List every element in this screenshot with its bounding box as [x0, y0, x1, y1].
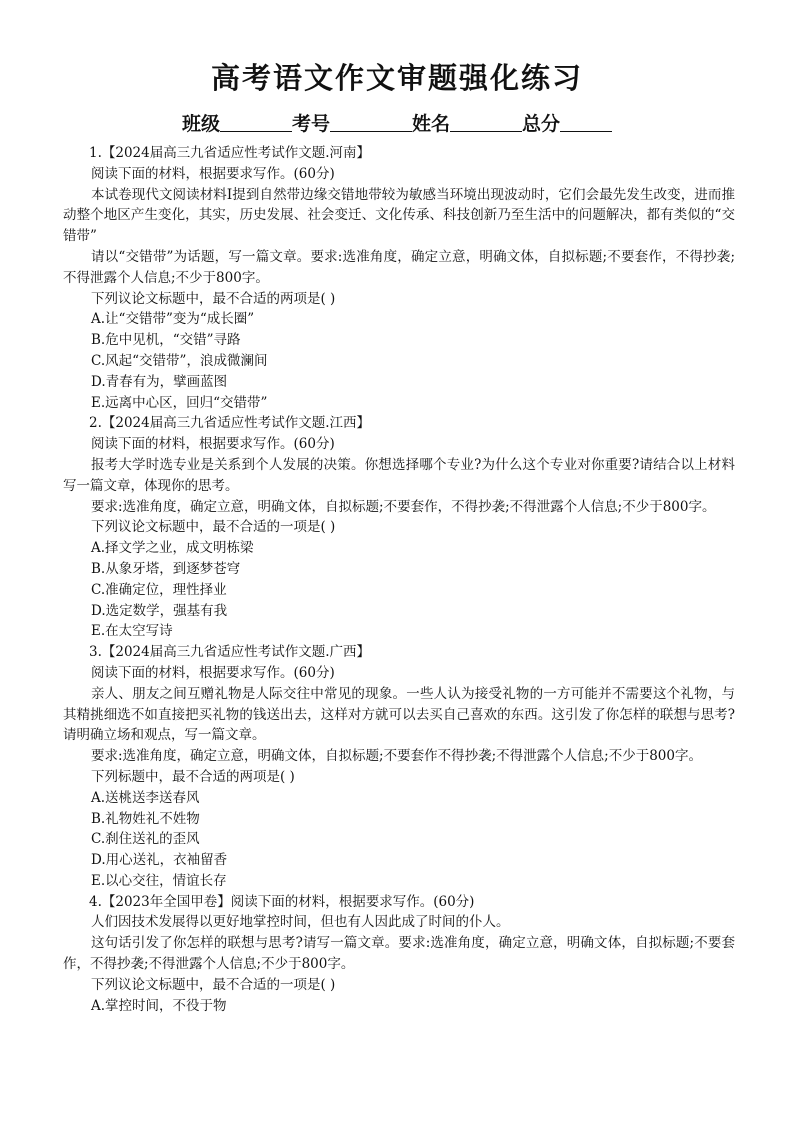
question-2: [63, 413, 735, 642]
question-prompt: 下列议论文标题中，最不合适的两项是( ): [91, 290, 336, 307]
option-d: D.选定数学，强基有我: [91, 602, 228, 619]
option-a: A.择文学之业，成文明栋梁: [91, 540, 254, 557]
option-e: E.在太空写诗: [91, 623, 173, 640]
questions-body: [63, 143, 735, 1016]
option-c: C.刹住送礼的歪风: [91, 831, 200, 848]
question-material: 人们因技术发展得以更好地掌控时间，但也有人因此成了时间的仆人。: [91, 914, 510, 931]
option-b: B.危中见机，“交错”寻路: [91, 332, 241, 349]
question-header: 4.【2023年全国甲卷】阅读下面的材料，根据要求写作。(60分): [89, 893, 475, 910]
question-material: 亲人、朋友之间互赠礼物是人际交往中常见的现象。一些人认为接受礼物的一方可能并不需要这个礼物，与其精挑细选不如直接把买礼物的钱送出去，这样对方就可以去买自己喜欢的东西。这引发了你怎样的联想与思考?请明确立场和观点，写一篇文章。: [63, 685, 735, 744]
question-header: 2.【2024届高三九省适应性考试作文题.江西】: [89, 415, 371, 432]
question-1: [63, 143, 735, 413]
score-label: 总分: [522, 113, 561, 135]
question-prompt: 下列议论文标题中，最不合适的一项是( ): [91, 519, 336, 536]
question-requirement: 请以“交错带”为话题，写一篇文章。要求:选准角度，确定立意，明确文体，自拟标题;不要套作，不得抄袭;不得泄露个人信息;不少于800字。: [63, 248, 735, 286]
name-label: 姓名: [412, 113, 451, 135]
question-header: 3.【2024届高三九省适应性考试作文题.广西】: [89, 644, 371, 661]
question-instruction: 阅读下面的材料，根据要求写作。(60分): [91, 664, 335, 681]
option-a: A.让“交错带”变为“成长圈”: [91, 311, 255, 328]
option-e: E.以心交往，情谊长存: [91, 872, 227, 889]
page-title: 高考语文作文审题强化练习: [210, 61, 583, 95]
question-4: [63, 892, 735, 1017]
question-instruction: 阅读下面的材料，根据要求写作。(60分): [91, 436, 335, 453]
option-b: B.从象牙塔，到逐梦苍穹: [91, 560, 241, 577]
question-prompt: 下列议论文标题中，最不合适的一项是( ): [91, 976, 336, 993]
student-info-line: [0, 110, 794, 138]
question-material: 报考大学时选专业是关系到个人发展的决策。你想选择哪个专业?为什么这个专业对你重要?请结合以上材料写一篇文章，体现你的思考。: [63, 456, 735, 494]
number-blank[interactable]: [330, 113, 412, 132]
option-b: B.礼物姓礼不姓物: [91, 810, 200, 827]
question-requirement: 要求:选准角度，确定立意，明确文体，自拟标题;不要套作，不得抄袭;不得泄露个人信息;不少于800字。: [91, 498, 716, 515]
class-label: 班级: [181, 113, 220, 135]
question-requirement: 这句话引发了你怎样的联想与思考?请写一篇文章。要求:选准角度，确定立意，明确文体，自拟标题;不要套作，不得抄袭;不得泄露个人信息;不少于800字。: [63, 935, 735, 973]
question-3: [63, 642, 735, 892]
question-prompt: 下列标题中，最不合适的两项是( ): [91, 768, 295, 785]
option-a: A.掌控时间，不役于物: [91, 997, 227, 1014]
question-requirement: 要求:选准角度，确定立意，明确文体，自拟标题;不要套作不得抄袭;不得泄露个人信息;不少于800字。: [91, 748, 702, 765]
option-d: D.青春有为，擘画蓝图: [91, 373, 228, 390]
question-header: 1.【2024届高三九省适应性考试作文题.河南】: [89, 145, 371, 161]
name-blank[interactable]: [450, 113, 522, 132]
option-e: E.远离中心区，回归“交错带”: [91, 394, 268, 411]
class-blank[interactable]: [220, 113, 292, 132]
option-a: A.送桃送李送春风: [91, 789, 200, 806]
option-c: C.准确定位，理性择业: [91, 581, 227, 598]
option-c: C.风起“交错带”，浪成微澜间: [91, 352, 268, 369]
option-d: D.用心送礼，衣袖留香: [91, 852, 228, 869]
question-material: 本试卷现代文阅读材料Ⅰ提到自然带边缘交错地带较为敏感当环境出现波动时，它们会最先发生改变，进而推动整个地区产生变化，其实，历史发展、社会变迁、文化传承、科技创新乃至生活中的问题解决，都有类似的“交错带”: [63, 186, 735, 245]
number-label: 考号: [291, 113, 330, 135]
question-instruction: 阅读下面的材料，根据要求写作。(60分): [91, 165, 335, 182]
score-blank[interactable]: [560, 113, 612, 132]
